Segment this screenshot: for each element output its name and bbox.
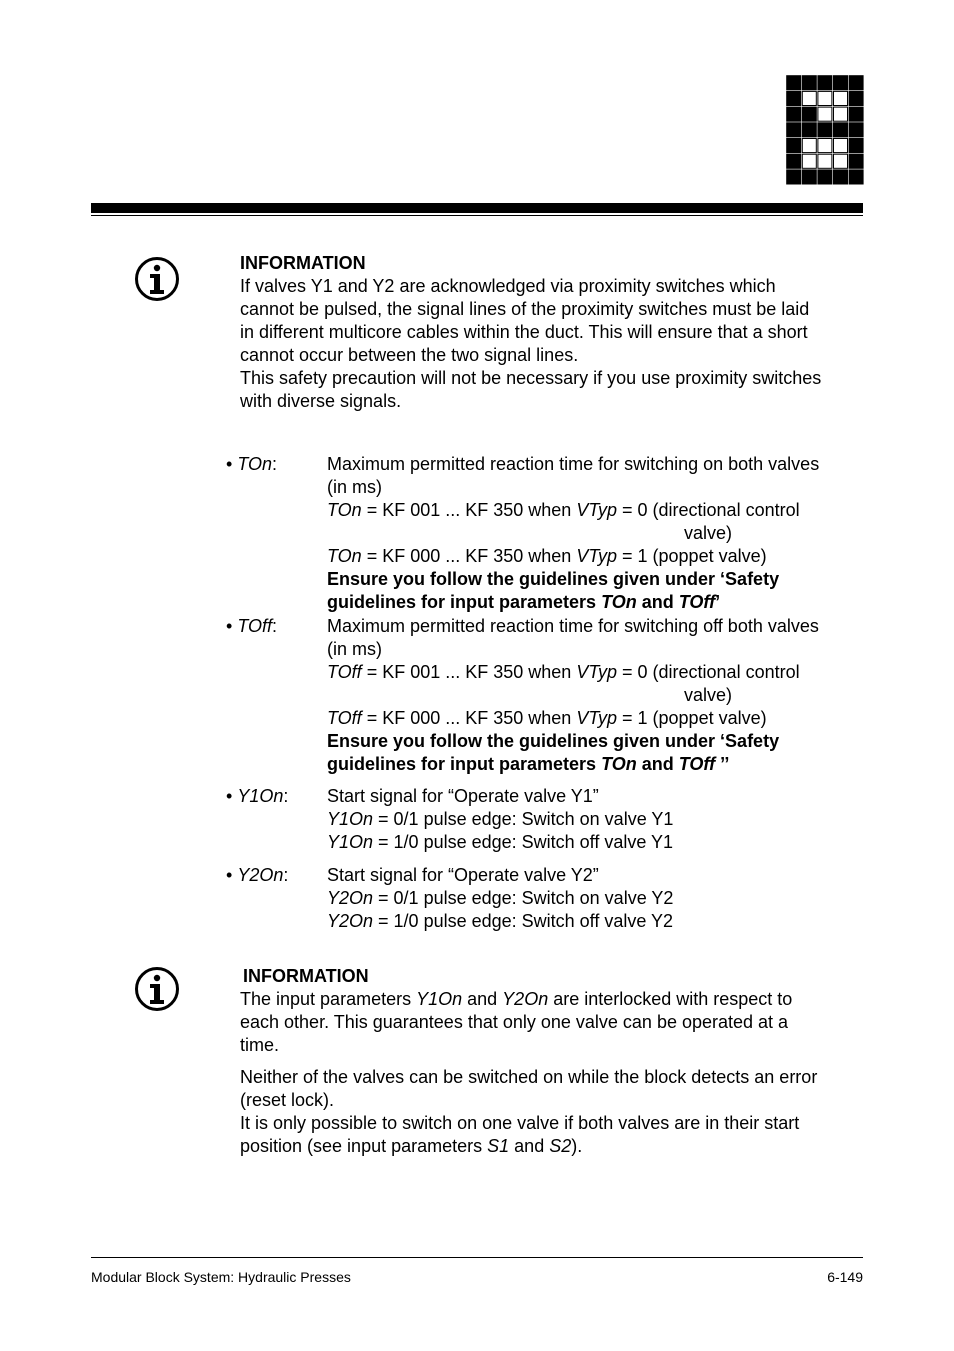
logo-cell xyxy=(849,123,863,137)
logo-cell xyxy=(787,170,801,184)
logo-cell xyxy=(834,170,848,184)
info-line: in different multicore cables within the duct. This will ensure that a short xyxy=(240,322,808,342)
logo-cell xyxy=(834,139,848,153)
page-number: 6-149 xyxy=(827,1269,863,1285)
logo-cell xyxy=(802,154,816,168)
logo-cell xyxy=(834,107,848,121)
logo-grid-icon xyxy=(786,75,864,185)
info-line: cannot be pulsed, the signal lines of the proximity switches must be laid xyxy=(240,299,810,319)
param-description: Maximum permitted reaction time for switching on both valves (in ms) TOn = KF 001 ... KF 350 when VTyp = 0 (directional control valve) TOn = KF 000 ... KF 350 when VTyp = 1 (poppet valve) Ensure you follow the guidelines given under ‘Safety guidelines for input parameters TOn and TOff’ xyxy=(327,454,820,612)
info-line: each other. This guarantees that only one valve can be operated at a xyxy=(240,1012,789,1032)
info-line: It is only possible to switch on one valve if both valves are in their start xyxy=(240,1113,800,1133)
info-line: with diverse signals. xyxy=(240,391,402,411)
logo-cell xyxy=(818,170,832,184)
param-label: • Y2On: xyxy=(226,865,289,885)
param-description: Maximum permitted reaction time for switching off both valves (in ms) TOff = KF 001 ... KF 350 when VTyp = 0 (directional control valve) TOff = KF 000 ... KF 350 when VTyp = 1 (poppet valve) Ensure you follow the guidelines given under ‘Safety guidelines for input parameters TOn and TOff ’’ xyxy=(327,616,819,774)
logo-cell xyxy=(849,154,863,168)
info-line: Neither of the valves can be switched on while the block detects an error xyxy=(240,1067,818,1087)
header-rule-thin xyxy=(91,215,863,216)
logo-cell xyxy=(802,91,816,105)
logo-cell xyxy=(787,154,801,168)
info-line: This safety precaution will not be necessary if you use proximity switches xyxy=(240,368,822,388)
information-icon xyxy=(134,256,180,302)
logo-cell xyxy=(818,107,832,121)
info-line: If valves Y1 and Y2 are acknowledged via proximity switches which xyxy=(240,276,776,296)
logo-cell xyxy=(802,107,816,121)
footer-rule xyxy=(91,1257,863,1258)
logo-cell xyxy=(818,76,832,90)
logo-cell xyxy=(787,91,801,105)
logo-cell xyxy=(787,107,801,121)
logo-cell xyxy=(802,123,816,137)
logo-cell xyxy=(849,107,863,121)
logo-cell xyxy=(787,76,801,90)
info-title: INFORMATION xyxy=(243,966,369,986)
info-line: time. xyxy=(240,1035,280,1055)
logo-cell xyxy=(849,91,863,105)
logo-cell xyxy=(818,154,832,168)
logo-cell xyxy=(834,76,848,90)
logo-cell xyxy=(787,123,801,137)
logo-cell xyxy=(818,139,832,153)
header-rule xyxy=(91,203,863,213)
info-line: position (see input parameters S1 and S2). xyxy=(240,1136,583,1156)
info-block-1 xyxy=(240,252,865,413)
param-label: • TOn: xyxy=(226,454,278,474)
logo-cell xyxy=(849,170,863,184)
param-label: • TOff: xyxy=(226,616,278,636)
logo-cell xyxy=(802,170,816,184)
logo-cell xyxy=(818,91,832,105)
logo-cell xyxy=(787,139,801,153)
logo-cell xyxy=(834,123,848,137)
logo-cell xyxy=(849,139,863,153)
footer-title: Modular Block System: Hydraulic Presses xyxy=(91,1269,351,1285)
info-line: (reset lock). xyxy=(240,1090,335,1110)
logo-cell xyxy=(802,76,816,90)
logo-cell xyxy=(818,123,832,137)
info-line: cannot occur between the two signal lines. xyxy=(240,345,579,365)
info-block-2 xyxy=(240,965,865,1158)
logo-cell xyxy=(834,91,848,105)
logo-cell xyxy=(802,139,816,153)
logo-cell xyxy=(849,76,863,90)
param-description: Start signal for “Operate valve Y2” Y2On = 0/1 pulse edge: Switch on valve Y2 Y2On = 1/0 pulse edge: Switch off valve Y2 xyxy=(327,865,674,931)
information-icon xyxy=(134,966,180,1012)
info-title: INFORMATION xyxy=(240,253,366,273)
logo-cell xyxy=(834,154,848,168)
param-description: Start signal for “Operate valve Y1” Y1On = 0/1 pulse edge: Switch on valve Y1 Y1On = 1/0 pulse edge: Switch off valve Y1 xyxy=(327,786,674,852)
param-label: • Y1On: xyxy=(226,786,289,806)
info-line: The input parameters Y1On and Y2On are interlocked with respect to xyxy=(240,989,793,1009)
